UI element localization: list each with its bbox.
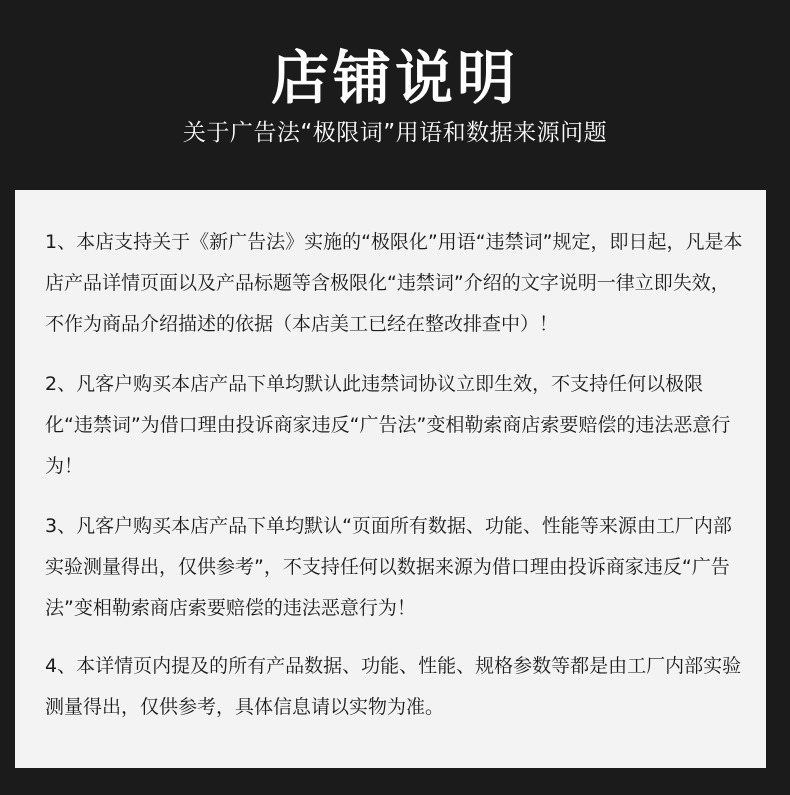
page-header: [0, 0, 790, 190]
notice-paragraph-1: 1、本店支持关于《新广告法》实施的“极限化”用语“违禁词”规定，即日起，凡是本店产品详情页面以及产品标题等含极限化“违禁词”介绍的文字说明一律立即失效，不作为商品介绍描述的依据（本店美工已经在整改排查中）！: [45, 231, 743, 335]
notice-paragraph-3: 3、凡客户购买本店产品下单均默认“页面所有数据、功能、性能等来源由工厂内部实验测量得出，仅供参考”，不支持任何以数据来源为借口理由投诉商家违反“广告法”变相勒索商店索要赔偿的违法恶意行为！: [45, 515, 732, 619]
page-subtitle: 关于广告法“极限词”用语和数据来源问题: [182, 120, 608, 146]
notice-panel: [15, 190, 766, 768]
notice-paragraph-4: 4、本详情页内提及的所有产品数据、功能、性能、规格参数等都是由工厂内部实验测量得出，仅供参考，具体信息请以实物为准。: [45, 655, 742, 718]
page-title: 店铺说明: [270, 44, 519, 112]
notice-paragraph-2: 2、凡客户购买本店产品下单均默认此违禁词协议立即生效，不支持任何以极限化“违禁词”为借口理由投诉商家违反“广告法”变相勒索商店索要赔偿的违法恶意行为！: [45, 373, 731, 477]
